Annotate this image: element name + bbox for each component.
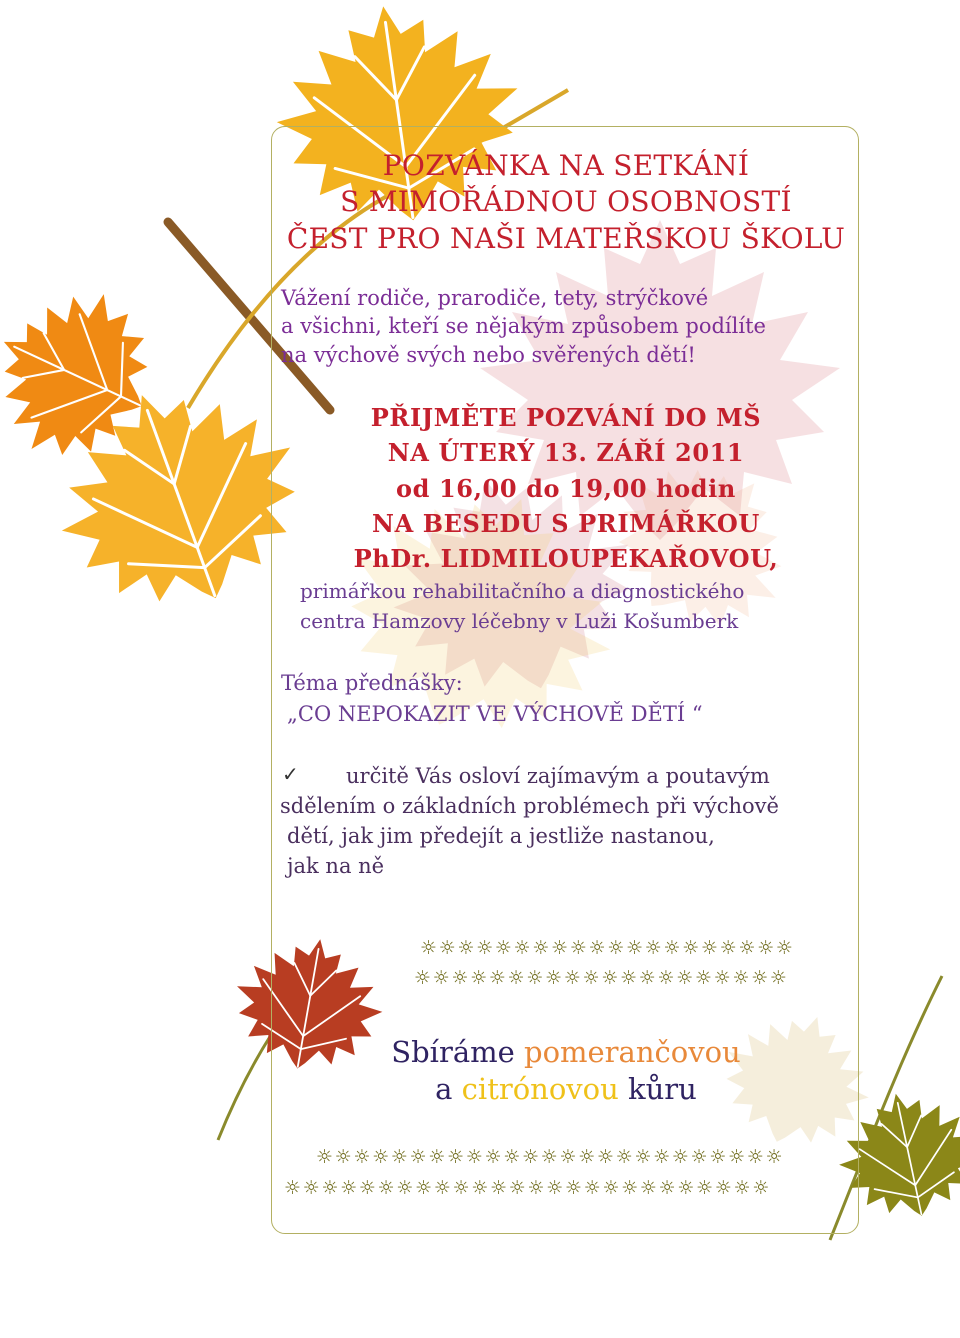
greeting-line-2: a všichni, kteří se nějakým způsobem podílíte (281, 314, 766, 338)
sun-ornament-row-2: ☼☼☼☼☼☼☼☼☼☼☼☼☼☼☼☼☼☼☼☼ (414, 967, 789, 989)
collection-line-1 (270, 1034, 862, 1070)
sun-ornament-row-1: ☼☼☼☼☼☼☼☼☼☼☼☼☼☼☼☼☼☼☼☼ (420, 937, 795, 959)
collection-text: Sbíráme (391, 1035, 524, 1069)
description-line-1: určitě Vás osloví zajímavým a poutavým (346, 764, 770, 788)
title-line-3: ČEST PRO NAŠI MATEŘSKOU ŠKOLU (286, 222, 846, 255)
orange-peel-highlight: pomerančovou (524, 1035, 741, 1069)
checkmark-icon: ✓ (282, 762, 299, 786)
invitation-line-4: NA BESEDU S PRIMÁŘKOU (372, 509, 760, 538)
description-line-2: sdělením o základních problémech při výchově (280, 794, 779, 818)
collection-line-2 (270, 1071, 862, 1107)
speaker-role-line-2: centra Hamzovy léčebny v Luži Košumberk (300, 609, 739, 633)
lemon-peel-highlight: citrónovou (461, 1072, 619, 1106)
description-line-3: dětí, jak jim předejít a jestliže nastanou, (287, 824, 715, 848)
theme-topic: „CO NEPOKAZIT VE VÝCHOVĚ DĚTÍ “ (287, 702, 703, 726)
invitation-line-3: od 16,00 do 19,00 hodin (396, 474, 736, 503)
invitation-line-1: PŘIJMĚTE POZVÁNÍ DO MŠ (370, 403, 762, 432)
greeting-line-1: Vážení rodiče, prarodiče, tety, strýčkové (281, 286, 709, 310)
speaker-role-line-1: primářkou rehabilitačního a diagnostického (300, 579, 745, 603)
speaker-name: PhDr. LIDMILOUPEKAŘOVOU, (353, 544, 779, 573)
title-line-2: S MIMOŘÁDNOU OSOBNOSTÍ (340, 185, 792, 218)
title-line-1: POZVÁNKA NA SETKÁNÍ (382, 149, 750, 182)
description-line-4: jak na ně (287, 854, 385, 878)
collection-text: a (435, 1072, 462, 1106)
invitation-line-2: NA ÚTERÝ 13. ZÁŘÍ 2011 (387, 438, 745, 467)
theme-label: Téma přednášky: (281, 671, 463, 695)
sun-ornament-row-4: ☼☼☼☼☼☼☼☼☼☼☼☼☼☼☼☼☼☼☼☼☼☼☼☼☼☼ (284, 1177, 772, 1199)
greeting-line-3: na výchově svých nebo svěřených dětí! (281, 343, 696, 367)
sun-ornament-row-3: ☼☼☼☼☼☼☼☼☼☼☼☼☼☼☼☼☼☼☼☼☼☼☼☼☼ (316, 1146, 785, 1168)
collection-text: kůru (618, 1072, 697, 1106)
